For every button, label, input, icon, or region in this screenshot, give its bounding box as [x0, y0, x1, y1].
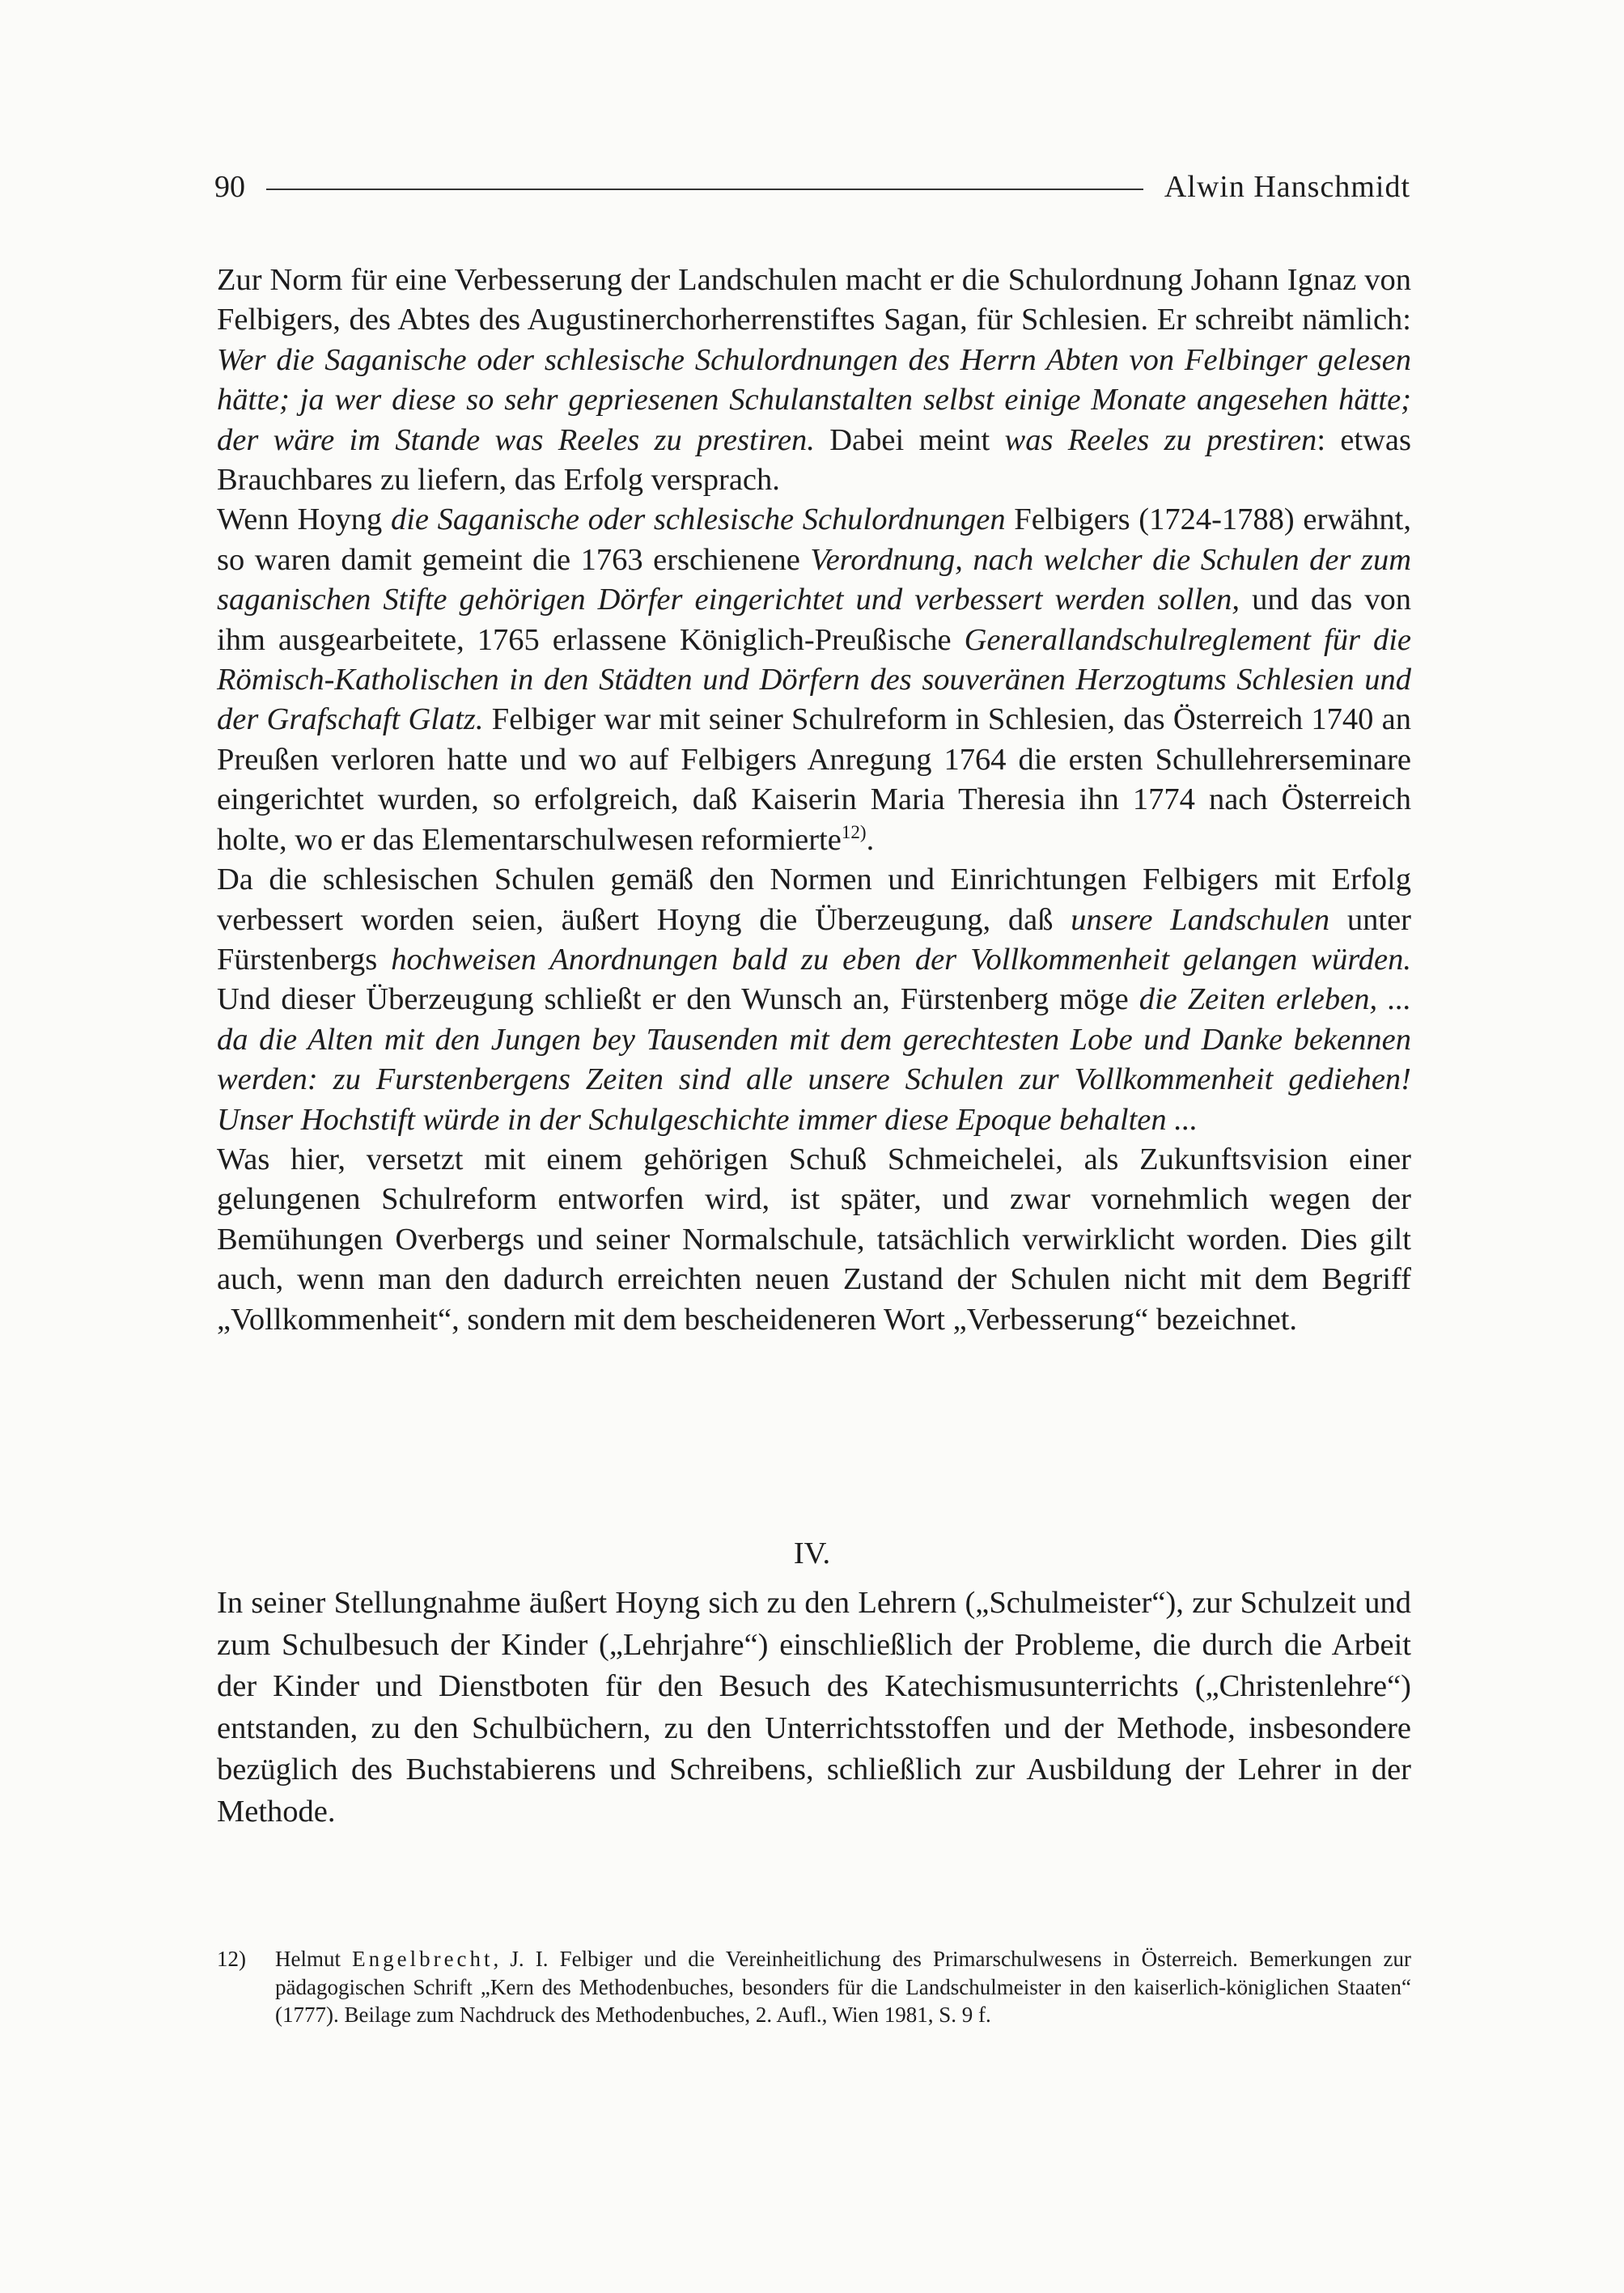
- footnote-text: [275, 1945, 1411, 2029]
- italic-quote: die Saganische oder schlesische Schulordnungen: [390, 502, 1006, 537]
- running-header: [214, 167, 1410, 207]
- paragraph: [217, 500, 1411, 860]
- italic-quote: hochweisen Anordnungen bald zu eben der Vollkommenheit gelangen würden.: [391, 942, 1411, 977]
- footnote-number: 12): [217, 1947, 246, 1971]
- paragraph: [217, 1140, 1411, 1340]
- italic-quote: Wer die Saganische oder schlesische Schulordnungen des Herrn Abten von Felbinger gelesen hätte; ja wer diese so sehr gepriesenen Schulanstalten selbst einige Monate angesehen hätte; der wäre im Stande was Reeles zu prestiren.: [217, 342, 1411, 457]
- text-run: Was hier, versetzt mit einem gehörigen Schuß Schmeichelei, als Zukunftsvision einer gelungenen Schulreform entworfen wird, ist später, und zwar vornehmlich wegen der Bemühungen Overbergs und seiner Normalschule, tatsächlich verwirklicht worden. Dies gilt auch, wenn man den dadurch erreichten neuen Zustand der Schulen nicht mit dem Begriff „Vollkommenheit“, sondern mit dem bescheideneren Wort „Verbesserung“ bezeichnet.: [217, 1142, 1411, 1337]
- section-heading: IV.: [793, 1536, 831, 1570]
- running-head-author: Alwin Hanschmidt: [1164, 170, 1410, 204]
- italic-quote: was Reeles zu prestiren: [1004, 422, 1317, 457]
- text-run: Felbiger war mit seiner Schulreform in Schlesien, das Österreich 1740 an Preußen verloren hatte und wo auf Felbigers Anregung 1764 die ersten Schullehrerseminare eingerichtet wurden, so erfolgreich, daß Kaiserin Maria Theresia ihn 1774 nach Österreich holte, wo er das Elementarschulwesen reformierte: [217, 702, 1411, 857]
- text-run: Und dieser Überzeugung schließt er den Wunsch an, Fürstenberg möge: [217, 982, 1139, 1017]
- footnote: [217, 1945, 1411, 2029]
- footnote-marker: 12): [841, 820, 867, 842]
- paragraph: [217, 261, 1411, 500]
- text-run: Dabei meint: [814, 422, 1005, 457]
- section-paragraph: In seiner Stellungnahme äußert Hoyng sich zu den Lehrern („Schulmeister“), zur Schulzeit und zum Schulbesuch der Kinder („Lehrjahre“) einschließlich der Probleme, die durch die Arbeit der Kinder und Dienstboten für den Besuch des Katechismusunterrichts („Christenlehre“) entstanden, zu den Schulbüchern, zu den Unterrichtsstoffen und der Methode, insbesondere bezüglich des Buchstabierens und Schreibens, schließlich zur Ausbildung der Lehrer in der Methode.: [217, 1586, 1411, 1829]
- text-run: Zur Norm für eine Verbesserung der Landschulen macht er die Schulordnung Johann Ignaz von Felbigers, des Abtes des Augustinerchorherrenstiftes Sagan, für Schlesien. Er schreibt nämlich:: [217, 263, 1411, 337]
- text-run: : etwas Brauchbares zu liefern, das Erfolg versprach.: [217, 422, 1412, 498]
- text-run: , J. I. Felbiger und die Vereinheitlichung des Primarschulwesens in Österreich. Bemerkungen zur pädagogischen Schrift „Kern des Methodenbuches, besonders für die Landschulmeister in den kaiserlich-königlichen Staaten“ (1777). Beilage zum Nachdruck des Methodenbuches, 2. Aufl., Wien 1981, S. 9 f.: [275, 1947, 1411, 2027]
- italic-quote: Verordnung, nach welcher die Schulen der zum saganischen Stifte gehörigen Dörfer eingerichtet und verbessert werden sollen,: [217, 542, 1412, 617]
- header-rule: [266, 189, 1143, 190]
- page-number: 90: [214, 170, 245, 204]
- text-run: unter Fürstenbergs: [217, 902, 1411, 977]
- text-run: Helmut: [275, 1947, 353, 1971]
- italic-quote: Generallandschulreglement für die Römisch-Katholischen in den Städten und Dörfern des souveränen Herzogtums Schlesien und der Grafschaft Glatz.: [217, 622, 1411, 737]
- text-run: .: [866, 822, 875, 857]
- main-text: [217, 261, 1411, 1340]
- italic-quote: die Zeiten erleben, ... da die Alten mit den Jungen bey Tausenden mit dem gerechtesten Lobe und Danke bekennen werden: zu Furstenbergens Zeiten sind alle unsere Schulen zur Vollkommenheit gediehen! Unser Hochstift würde in der Schulgeschichte immer diese Epoque behalten ...: [217, 982, 1411, 1137]
- author-name: Engelbrecht: [352, 1947, 494, 1971]
- italic-quote: unsere Landschulen: [1071, 902, 1330, 937]
- text-run: und das von ihm ausgearbeitete, 1765 erlassene Königlich-Preußische: [217, 583, 1411, 657]
- text-run: Felbigers (1724-1788) erwähnt, so waren damit gemeint die 1763 erschienene: [217, 502, 1411, 577]
- paragraph: [217, 860, 1411, 1140]
- text-run: Da die schlesischen Schulen gemäß den Normen und Einrichtungen Felbigers mit Erfolg verbessert worden seien, äußert Hoyng die Überzeugung, daß: [217, 863, 1411, 937]
- text-run: Wenn Hoyng: [217, 502, 391, 537]
